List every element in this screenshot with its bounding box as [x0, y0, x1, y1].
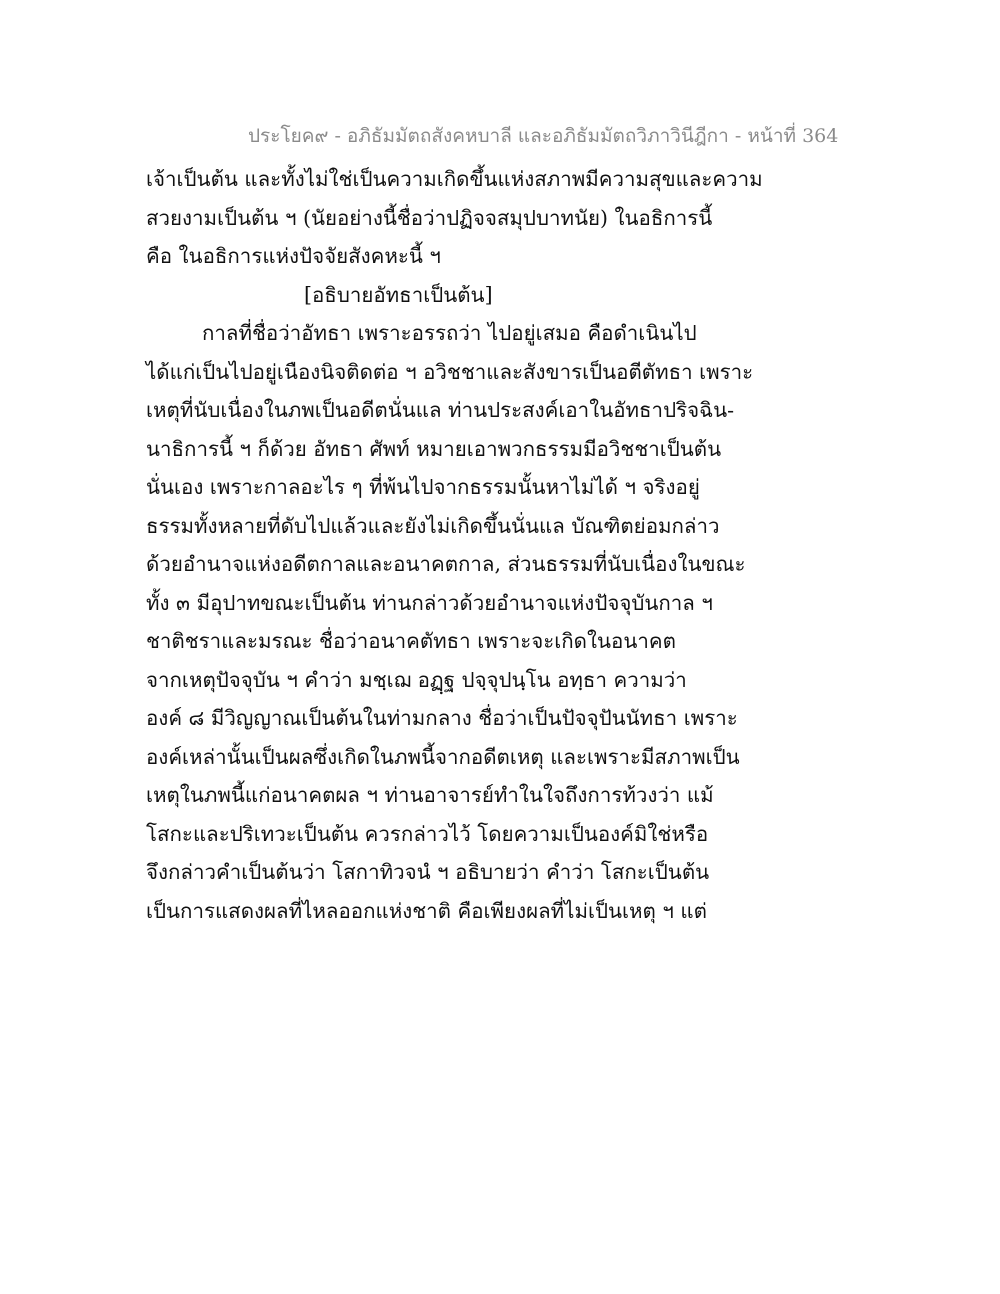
text-line: ทั้ง ๓ มีอุปาทขณะเป็นต้น ท่านกล่าวด้วยอำนาจแห่งปัจจุบันกาล ฯ	[146, 590, 713, 615]
text-line: ด้วยอำนาจแห่งอดีตกาลและอนาคตกาล, ส่วนธรรมที่นับเนื่องในขณะ	[146, 552, 746, 576]
text-line: องค์เหล่านั้นเป็นผลซึ่งเกิดในภพนี้จากอดีตเหตุ และเพราะมีสภาพเป็น	[146, 744, 740, 769]
text-line: จึงกล่าวคำเป็นต้นว่า โสกาทิวจนํ ฯ อธิบายว่า คำว่า โสกะเป็นต้น	[146, 860, 710, 884]
text-line: ชาติชราและมรณะ ชื่อว่าอนาคตัทธา เพราะจะเกิดในอนาคต	[146, 629, 676, 653]
text-line: ได้แก่เป็นไปอยู่เนืองนิจติดต่อ ฯ อวิชชาและสังขารเป็นอตีตัทธา เพราะ	[146, 359, 754, 384]
text-line: เหตุที่นับเนื่องในภพเป็นอดีตนั่นแล ท่านประสงค์เอาในอัทธาปริจฉิน-	[146, 398, 735, 422]
text-line: คือ ในอธิการแห่งปัจจัยสังคหะนี้ ฯ	[146, 244, 441, 268]
text-line: เจ้าเป็นต้น และทั้งไม่ใช่เป็นความเกิดขึ้นแห่งสภาพมีความสุขและความ	[146, 167, 763, 191]
text-line: ธรรมทั้งหลายที่ดับไปแล้วและยังไม่เกิดขึ้นนั่นแล บัณฑิตย่อมกล่าว	[146, 513, 720, 538]
text-line: นาธิการนี้ ฯ ก็ด้วย อัทธา ศัพท์ หมายเอาพวกธรรมมีอวิชชาเป็นต้น	[146, 436, 722, 461]
text-line: นั่นเอง เพราะกาลอะไร ๆ ที่พ้นไปจากธรรมนั้นหาไม่ได้ ฯ จริงอยู่	[146, 475, 700, 499]
text-line: เป็นการแสดงผลที่ไหลออกแห่งชาติ คือเพียงผลที่ไม่เป็นเหตุ ฯ แต่	[146, 898, 707, 923]
text-line: โสกะและปริเทวะเป็นต้น ควรกล่าวไว้ โดยความเป็นองค์มิใช่หรือ	[146, 821, 709, 846]
text-line: กาลที่ชื่อว่าอัทธา เพราะอรรถว่า ไปอยู่เสมอ คือดำเนินไป	[202, 321, 697, 345]
text-line: องค์ ๘ มีวิญญาณเป็นต้นในท่ามกลาง ชื่อว่าเป็นปัจจุปันนัทธา เพราะ	[146, 706, 738, 730]
page-header: ประโยค๙ - อภิธัมมัตถสังคหบาลี และอภิธัมมัตถวิภาวินีฎีกา - หน้าที่ 364	[248, 125, 839, 147]
text-line: สวยงามเป็นต้น ฯ (นัยอย่างนี้ชื่อว่าปฏิจจสมุปบาทนัย) ในอธิการนี้	[146, 205, 713, 230]
section-heading: [อธิบายอัทธาเป็นต้น]	[304, 282, 493, 307]
text-line: จากเหตุปัจจุบัน ฯ คำว่า มชฺเฌ อฏฺฐ ปจฺจุปนฺโน อทฺธา ความว่า	[146, 667, 687, 692]
text-line: เหตุในภพนี้แก่อนาคตผล ฯ ท่านอาจารย์ทำในใจถึงการท้วงว่า แม้	[146, 783, 714, 807]
body-text	[146, 160, 763, 930]
